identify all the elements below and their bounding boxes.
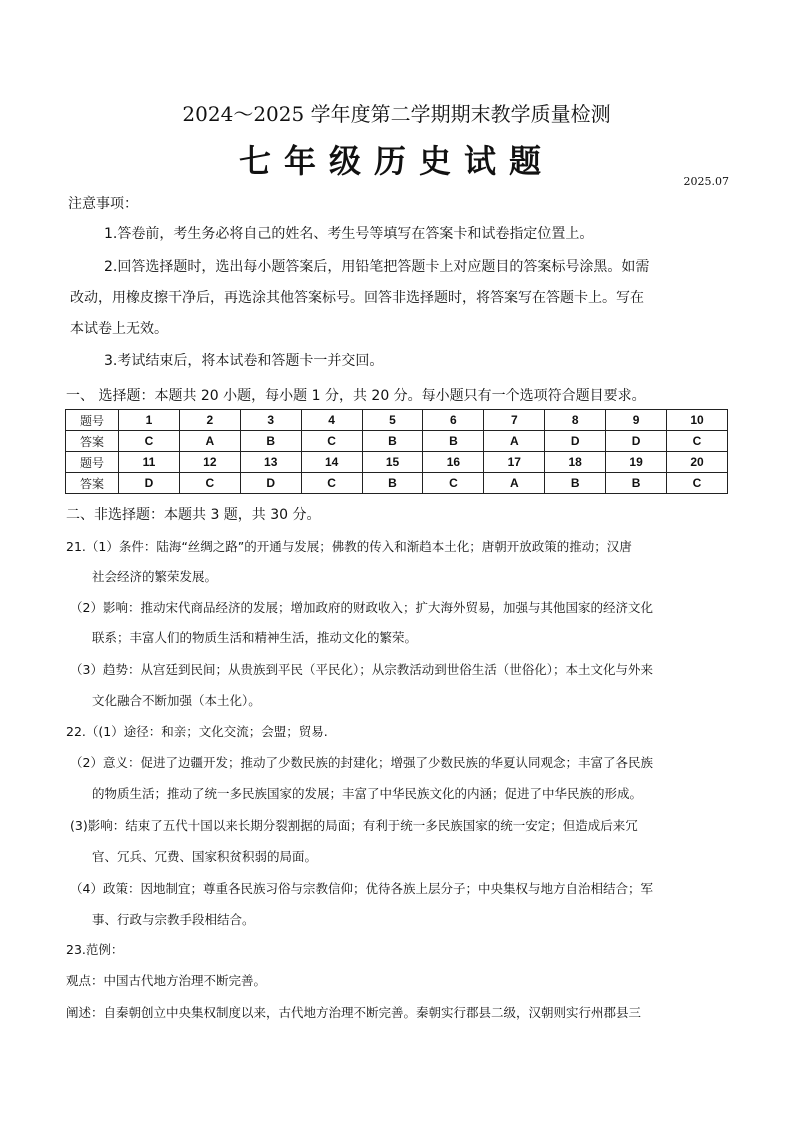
question-number: 8 (545, 410, 606, 431)
question-number: 1 (119, 410, 180, 431)
notice-item-2-line-2: 改动，用橡皮擦干净后，再选涂其他答案标号。回答非选择题时，将答案写在答题卡上。写在 (70, 290, 644, 306)
section-2-heading: 二、非选择题：本题共 3 题，共 30 分。 (66, 507, 321, 523)
q22-part3-line1: (3)影响：结束了五代十国以来长期分裂割据的局面；有利于统一多民族国家的统一安定；但造成后来冗 (70, 818, 638, 833)
answer-cell: C (301, 473, 362, 494)
question-number: 11 (119, 452, 180, 473)
answer-cell: B (362, 473, 423, 494)
question-number: 18 (545, 452, 606, 473)
question-number: 4 (301, 410, 362, 431)
table-row (66, 410, 728, 431)
answer-cell: C (119, 431, 180, 452)
question-number: 17 (484, 452, 545, 473)
q21-part2-line1: （2）影响：推动宋代商品经济的发展；增加政府的财政收入；扩大海外贸易，加强与其他国家的经济文化 (70, 600, 653, 615)
question-number: 7 (484, 410, 545, 431)
notice-item-3: 3.考试结束后，将本试卷和答题卡一并交回。 (104, 353, 384, 369)
notice-item-1: 1.答卷前，考生务必将自己的姓名、考生号等填写在答案卡和试卷指定位置上。 (104, 226, 594, 242)
question-number: 16 (423, 452, 484, 473)
question-number: 9 (606, 410, 667, 431)
row-label: 题号 (66, 452, 119, 473)
q22-part4-line2: 事、行政与宗教手段相结合。 (92, 912, 255, 927)
answer-cell: D (606, 431, 667, 452)
q23-heading: 23.范例： (66, 942, 124, 957)
q23-explanation: 阐述：自秦朝创立中央集权制度以来，古代地方治理不断完善。秦朝实行郡县二级，汉朝则实行州郡县三 (66, 1005, 642, 1020)
answer-cell: B (606, 473, 667, 494)
q21-part1-line2: 社会经济的繁荣发展。 (92, 569, 218, 584)
table-row (66, 473, 728, 494)
question-number: 6 (423, 410, 484, 431)
answer-cell: B (545, 473, 606, 494)
section-1-heading: 一、 选择题：本题共 20 小题，每小题 1 分，共 20 分。每小题只有一个选项符合题目要求。 (66, 388, 646, 404)
q21-part3-line2: 文化融合不断加强（本土化）。 (92, 693, 261, 708)
q22-part4-line1: （4）政策：因地制宜；尊重各民族习俗与宗教信仰；优待各族上层分子；中央集权与地方自治相结合；军 (70, 881, 653, 896)
q22-part1: 22.（(1）途径：和亲；文化交流；会盟；贸易. (66, 724, 328, 739)
answer-cell: B (362, 431, 423, 452)
q22-part2-line2: 的物质生活；推动了统一多民族国家的发展；丰富了中华民族文化的内涵；促进了中华民族的形成。 (92, 786, 643, 801)
answer-cell: A (484, 431, 545, 452)
table-row (66, 452, 728, 473)
answer-cell: B (240, 431, 301, 452)
exam-subtitle: 七年级历史试题 (238, 142, 554, 180)
answer-cell: D (240, 473, 301, 494)
question-number: 20 (667, 452, 728, 473)
notice-item-2-line-1: 2.回答选择题时，选出每小题答案后，用铅笔把答题卡上对应题目的答案标号涂黑。如需 (104, 259, 650, 275)
q22-part3-line2: 官、冗兵、冗费、国家积贫积弱的局面。 (92, 849, 318, 864)
answer-cell: C (301, 431, 362, 452)
row-label: 答案 (66, 431, 119, 452)
question-number: 10 (667, 410, 728, 431)
notice-heading: 注意事项： (68, 196, 138, 212)
question-number: 13 (240, 452, 301, 473)
answer-cell: A (179, 431, 240, 452)
answer-cell: B (423, 431, 484, 452)
question-number: 5 (362, 410, 423, 431)
q21-part1-line1: 21.（1）条件：陆海“丝绸之路”的开通与发展；佛教的传入和渐趋本土化；唐朝开放政策的推动；汉唐 (66, 539, 632, 554)
answer-cell: D (545, 431, 606, 452)
q23-viewpoint: 观点：中国古代地方治理不断完善。 (66, 973, 267, 988)
q22-part2-line1: （2）意义：促进了边疆开发；推动了少数民族的封建化；增强了少数民族的华夏认同观念；丰富了各民族 (70, 755, 653, 770)
q21-part3-line1: （3）趋势：从宫廷到民间；从贵族到平民（平民化）；从宗教活动到世俗生活（世俗化）；本土文化与外来 (70, 662, 653, 677)
row-label: 答案 (66, 473, 119, 494)
answer-cell: C (667, 473, 728, 494)
question-number: 19 (606, 452, 667, 473)
table-row (66, 431, 728, 452)
question-number: 14 (301, 452, 362, 473)
question-number: 2 (179, 410, 240, 431)
answer-cell: C (423, 473, 484, 494)
question-number: 12 (179, 452, 240, 473)
answer-table (65, 409, 728, 494)
answer-cell: D (119, 473, 180, 494)
answer-cell: A (484, 473, 545, 494)
row-label: 题号 (66, 410, 119, 431)
question-number: 15 (362, 452, 423, 473)
notice-item-2-line-3: 本试卷上无效。 (70, 321, 168, 337)
exam-title: 2024～2025 学年度第二学期期末教学质量检测 (182, 102, 611, 126)
question-number: 3 (240, 410, 301, 431)
answer-cell: C (667, 431, 728, 452)
q21-part2-line2: 联系；丰富人们的物质生活和精神生活，推动文化的繁荣。 (92, 630, 418, 645)
exam-date: 2025.07 (683, 175, 729, 188)
answer-cell: C (179, 473, 240, 494)
